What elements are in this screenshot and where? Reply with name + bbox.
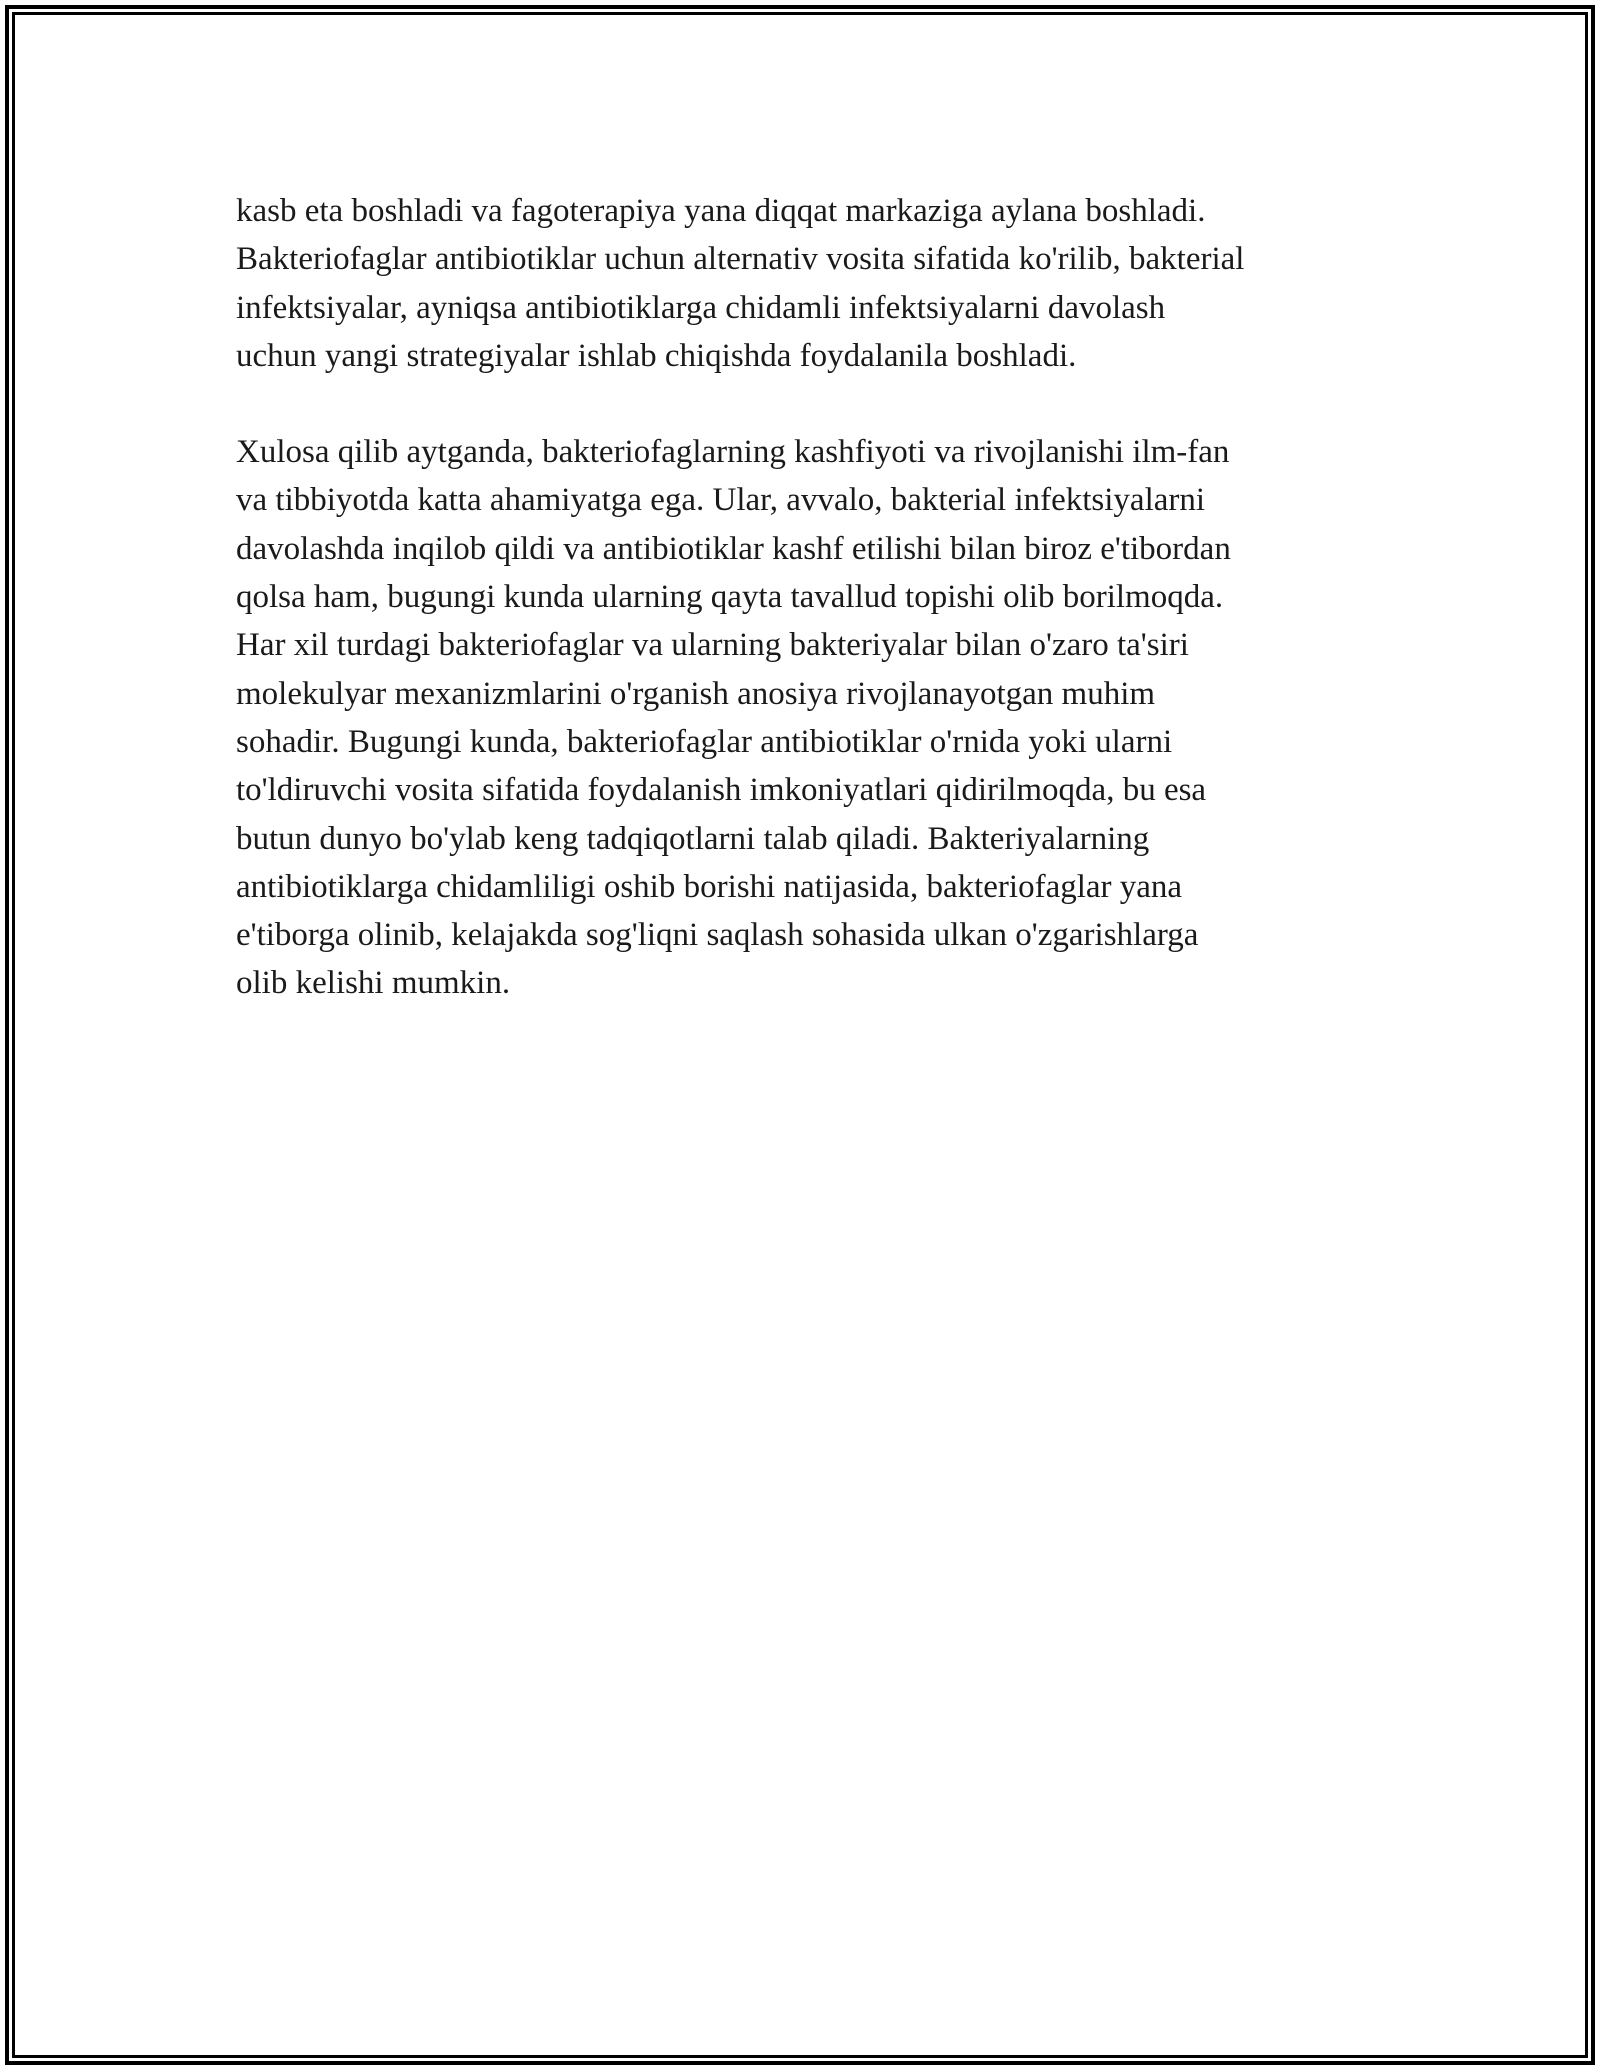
paragraph-line: e'tiborga olinib, kelajakda sog'liqni saqlash sohasida ulkan o'zgarishlarga (236, 917, 1199, 954)
document-body (236, 187, 1396, 1008)
paragraph-line: infektsiyalar, ayniqsa antibiotiklarga chidamli infektsiyalarni davolash (236, 289, 1166, 326)
paragraph-line: molekulyar mexanizmlarini o'rganish anosiya rivojlanayotgan muhim (236, 675, 1156, 712)
paragraph-line: Har xil turdagi bakteriofaglar va ularning bakteriyalar bilan o'zaro ta'siri (236, 627, 1189, 664)
paragraph-line: antibiotiklarga chidamliligi oshib borishi natijasida, bakteriofaglar yana (236, 868, 1183, 905)
paragraph-line: butun dunyo bo'ylab keng tadqiqotlarni talab qiladi. Bakteriyalarning (236, 820, 1150, 857)
paragraph-line: olib kelishi mumkin. (236, 965, 511, 1002)
paragraph-line: to'ldiruvchi vosita sifatida foydalanish imkoniyatlari qidirilmoqda, bu esa (236, 772, 1207, 809)
paragraph-line: Xulosa qilib aytganda, bakteriofaglarning kashfiyoti va rivojlanishi ilm-fan (236, 434, 1230, 471)
paragraph-2 (236, 428, 1396, 1008)
paragraph-1 (236, 187, 1396, 380)
paragraph-line: qolsa ham, bugungi kunda ularning qayta tavallud topishi olib borilmoqda. (236, 579, 1224, 616)
paragraph-line: Bakteriofaglar antibiotiklar uchun alternativ vosita sifatida ko'rilib, bakterial (236, 241, 1245, 278)
paragraph-line: davolashda inqilob qildi va antibiotiklar kashf etilishi bilan biroz e'tibordan (236, 530, 1231, 567)
paragraph-line: kasb eta boshladi va fagoterapiya yana diqqat markaziga aylana boshladi. (236, 193, 1206, 229)
paragraph-line: uchun yangi strategiyalar ishlab chiqishda foydalanila boshladi. (236, 337, 1077, 374)
paragraph-line: va tibbiyotda katta ahamiyatga ega. Ular, avvalo, bakterial infektsiyalarni (236, 482, 1206, 519)
paragraph-line: sohadir. Bugungi kunda, bakteriofaglar antibiotiklar o'rnida yoki ularni (236, 723, 1173, 760)
